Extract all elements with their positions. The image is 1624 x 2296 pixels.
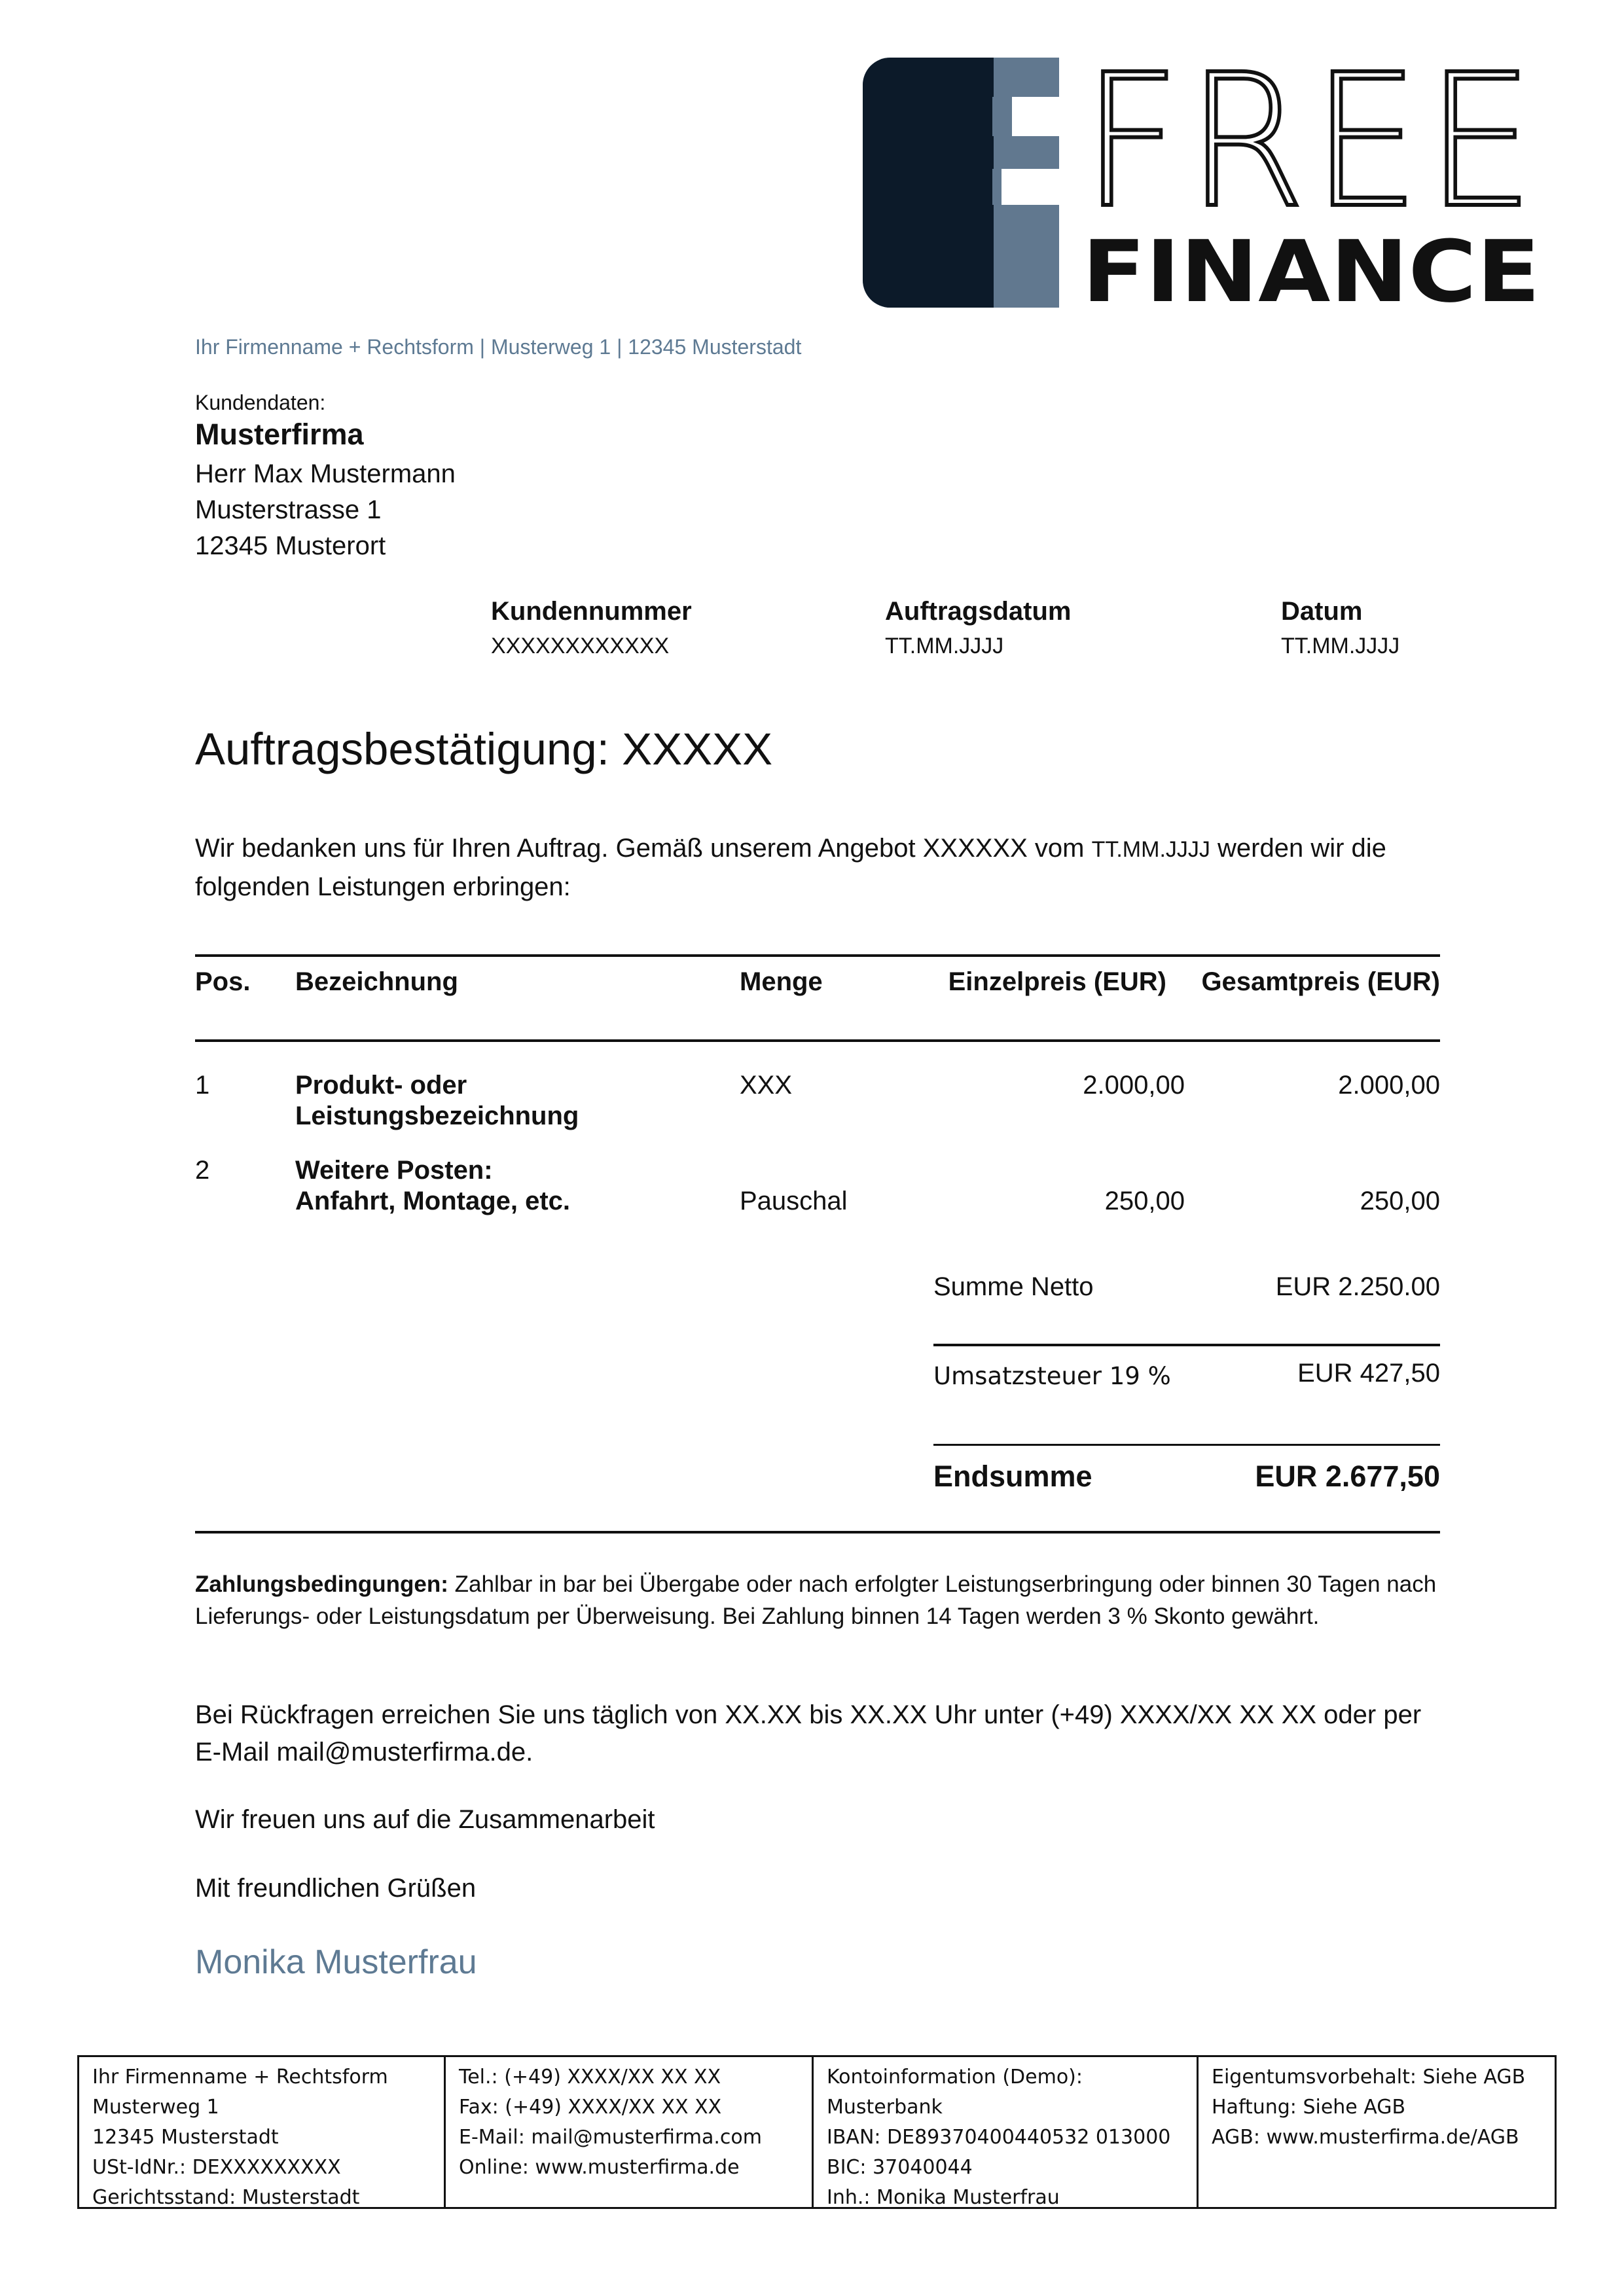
- row2-name-line1: Weitere Posten:: [295, 1156, 493, 1185]
- svg-text:FINANCE: FINANCE: [1082, 222, 1540, 310]
- sender-line: Ihr Firmenname + Rechtsform | Musterweg 1 | 12345 Musterstadt: [195, 335, 802, 359]
- footer-vat-id: USt-IdNr.: DEXXXXXXXXX: [92, 2156, 341, 2179]
- total-sum-label: Endsumme: [933, 1460, 1092, 1493]
- customer-company: Musterfirma: [195, 418, 364, 451]
- closing-line-1: Wir freuen uns auf die Zusammenarbeit: [195, 1805, 655, 1834]
- header-total-price: Gesamtpreis (EUR): [1201, 967, 1440, 996]
- document-title: Auftragsbestätigung: XXXXX: [195, 724, 773, 774]
- row1-pos: 1: [195, 1071, 210, 1100]
- order-date-label: Auftragsdatum: [885, 597, 1072, 626]
- row1-unit-price: 2.000,00: [1083, 1071, 1185, 1100]
- footer-company-name: Ihr Firmenname + Rechtsform: [92, 2066, 388, 2089]
- footer-bic: BIC: 37040044: [827, 2156, 973, 2179]
- customer-number-label: Kundennummer: [491, 597, 692, 626]
- footer-website: Online: www.musterfirma.de: [459, 2156, 740, 2179]
- row2-qty: Pauschal: [740, 1187, 848, 1215]
- intro-date: TT.MM.JJJJ: [1091, 837, 1210, 862]
- row1-name-line1: Produkt- oder: [295, 1071, 467, 1100]
- row1-qty: XXX: [740, 1071, 793, 1100]
- table-bottom-rule: [195, 1531, 1440, 1534]
- row1-name-line2: Leistungsbezeichnung: [295, 1102, 579, 1130]
- footer-street: Musterweg 1: [92, 2096, 219, 2119]
- total-sum-value: EUR 2.677,50: [1255, 1460, 1440, 1493]
- svg-text:FREE: FREE: [1082, 58, 1540, 249]
- payment-terms-label: Zahlungsbedingungen:: [195, 1571, 448, 1597]
- row2-name-line2: Anfahrt, Montage, etc.: [295, 1187, 571, 1215]
- net-sum-value: EUR 2.250.00: [1275, 1272, 1440, 1301]
- row2-total-price: 250,00: [1360, 1187, 1440, 1215]
- footer-bank-name: Musterbank: [827, 2096, 943, 2119]
- vat-value: EUR 427,50: [1297, 1359, 1440, 1388]
- footer-phone: Tel.: (+49) XXXX/XX XX XX: [459, 2066, 721, 2089]
- footer-iban: IBAN: DE89370400440532 013000: [827, 2126, 1171, 2149]
- customer-city: 12345 Musterort: [195, 531, 386, 560]
- footer-table: [77, 2055, 1557, 2209]
- payment-terms: [195, 1568, 1439, 1632]
- footer-bank-title: Kontoinformation (Demo):: [827, 2066, 1083, 2089]
- payment-terms-text: Zahlbar in bar bei Übergabe oder nach erfolgter Leistungserbringung oder binnen 30 Tagen nach Lieferungs- oder Leistungsdatum per Überweisung. Bei Zahlung binnen 14 Tagen werden 3 % Skonto gewährt.: [195, 1571, 1437, 1629]
- header-qty: Menge: [740, 967, 823, 996]
- net-sum-rule: [933, 1344, 1440, 1346]
- footer-retention: Eigentumsvorbehalt: Siehe AGB: [1212, 2066, 1526, 2089]
- intro-part2: werden wir die folgenden Leistungen erbringen:: [195, 834, 1386, 901]
- contact-text: Bei Rückfragen erreichen Sie uns täglich von XX.XX bis XX.XX Uhr unter (+49) XXXX/XX XX XX oder per E-Mail mail@musterfirma.de.: [195, 1700, 1422, 1767]
- table-top-rule: [195, 954, 1440, 957]
- free-finance-logo: [863, 58, 1543, 310]
- customer-number-value: XXXXXXXXXXXX: [491, 634, 670, 658]
- date-value: TT.MM.JJJJ: [1281, 634, 1400, 658]
- footer-city: 12345 Musterstadt: [92, 2126, 279, 2149]
- intro-part1: Wir bedanken uns für Ihren Auftrag. Gemäß unserem Angebot XXXXXX vom: [195, 834, 1092, 863]
- closing-line-2: Mit freundlichen Grüßen: [195, 1874, 477, 1903]
- footer-fax: Fax: (+49) XXXX/XX XX XX: [459, 2096, 722, 2119]
- footer-terms-link: AGB: www.musterfirma.de/AGB: [1212, 2126, 1519, 2149]
- customer-contact: Herr Max Mustermann: [195, 459, 456, 488]
- vat-rule: [933, 1444, 1440, 1446]
- header-pos: Pos.: [195, 967, 251, 996]
- signature-name: Monika Musterfrau: [195, 1943, 477, 1981]
- customer-label: Kundendaten:: [195, 391, 326, 414]
- customer-street: Musterstrasse 1: [195, 495, 382, 524]
- footer-liability: Haftung: Siehe AGB: [1212, 2096, 1406, 2119]
- footer-jurisdiction: Gerichtsstand: Musterstadt: [92, 2186, 360, 2209]
- footer-legal-col: [1199, 2057, 1555, 2207]
- date-label: Datum: [1281, 597, 1363, 626]
- footer-bank-col: [814, 2057, 1199, 2207]
- footer-company-col: [79, 2057, 446, 2207]
- footer-contact-col: [446, 2057, 814, 2207]
- footer-account-holder: Inh.: Monika Musterfrau: [827, 2186, 1060, 2209]
- net-sum-label: Summe Netto: [933, 1272, 1094, 1301]
- header-unit-price: Einzelpreis (EUR): [948, 967, 1166, 996]
- row2-pos: 2: [195, 1156, 210, 1185]
- row2-unit-price: 250,00: [1104, 1187, 1185, 1215]
- vat-label: Umsatzsteuer 19 %: [933, 1362, 1171, 1390]
- intro-text: [195, 830, 1439, 906]
- order-date-value: TT.MM.JJJJ: [885, 634, 1004, 658]
- row1-total-price: 2.000,00: [1338, 1071, 1440, 1100]
- table-header-rule: [195, 1039, 1440, 1042]
- header-name: Bezeichnung: [295, 967, 458, 996]
- footer-email: E-Mail: mail@musterfirma.com: [459, 2126, 762, 2149]
